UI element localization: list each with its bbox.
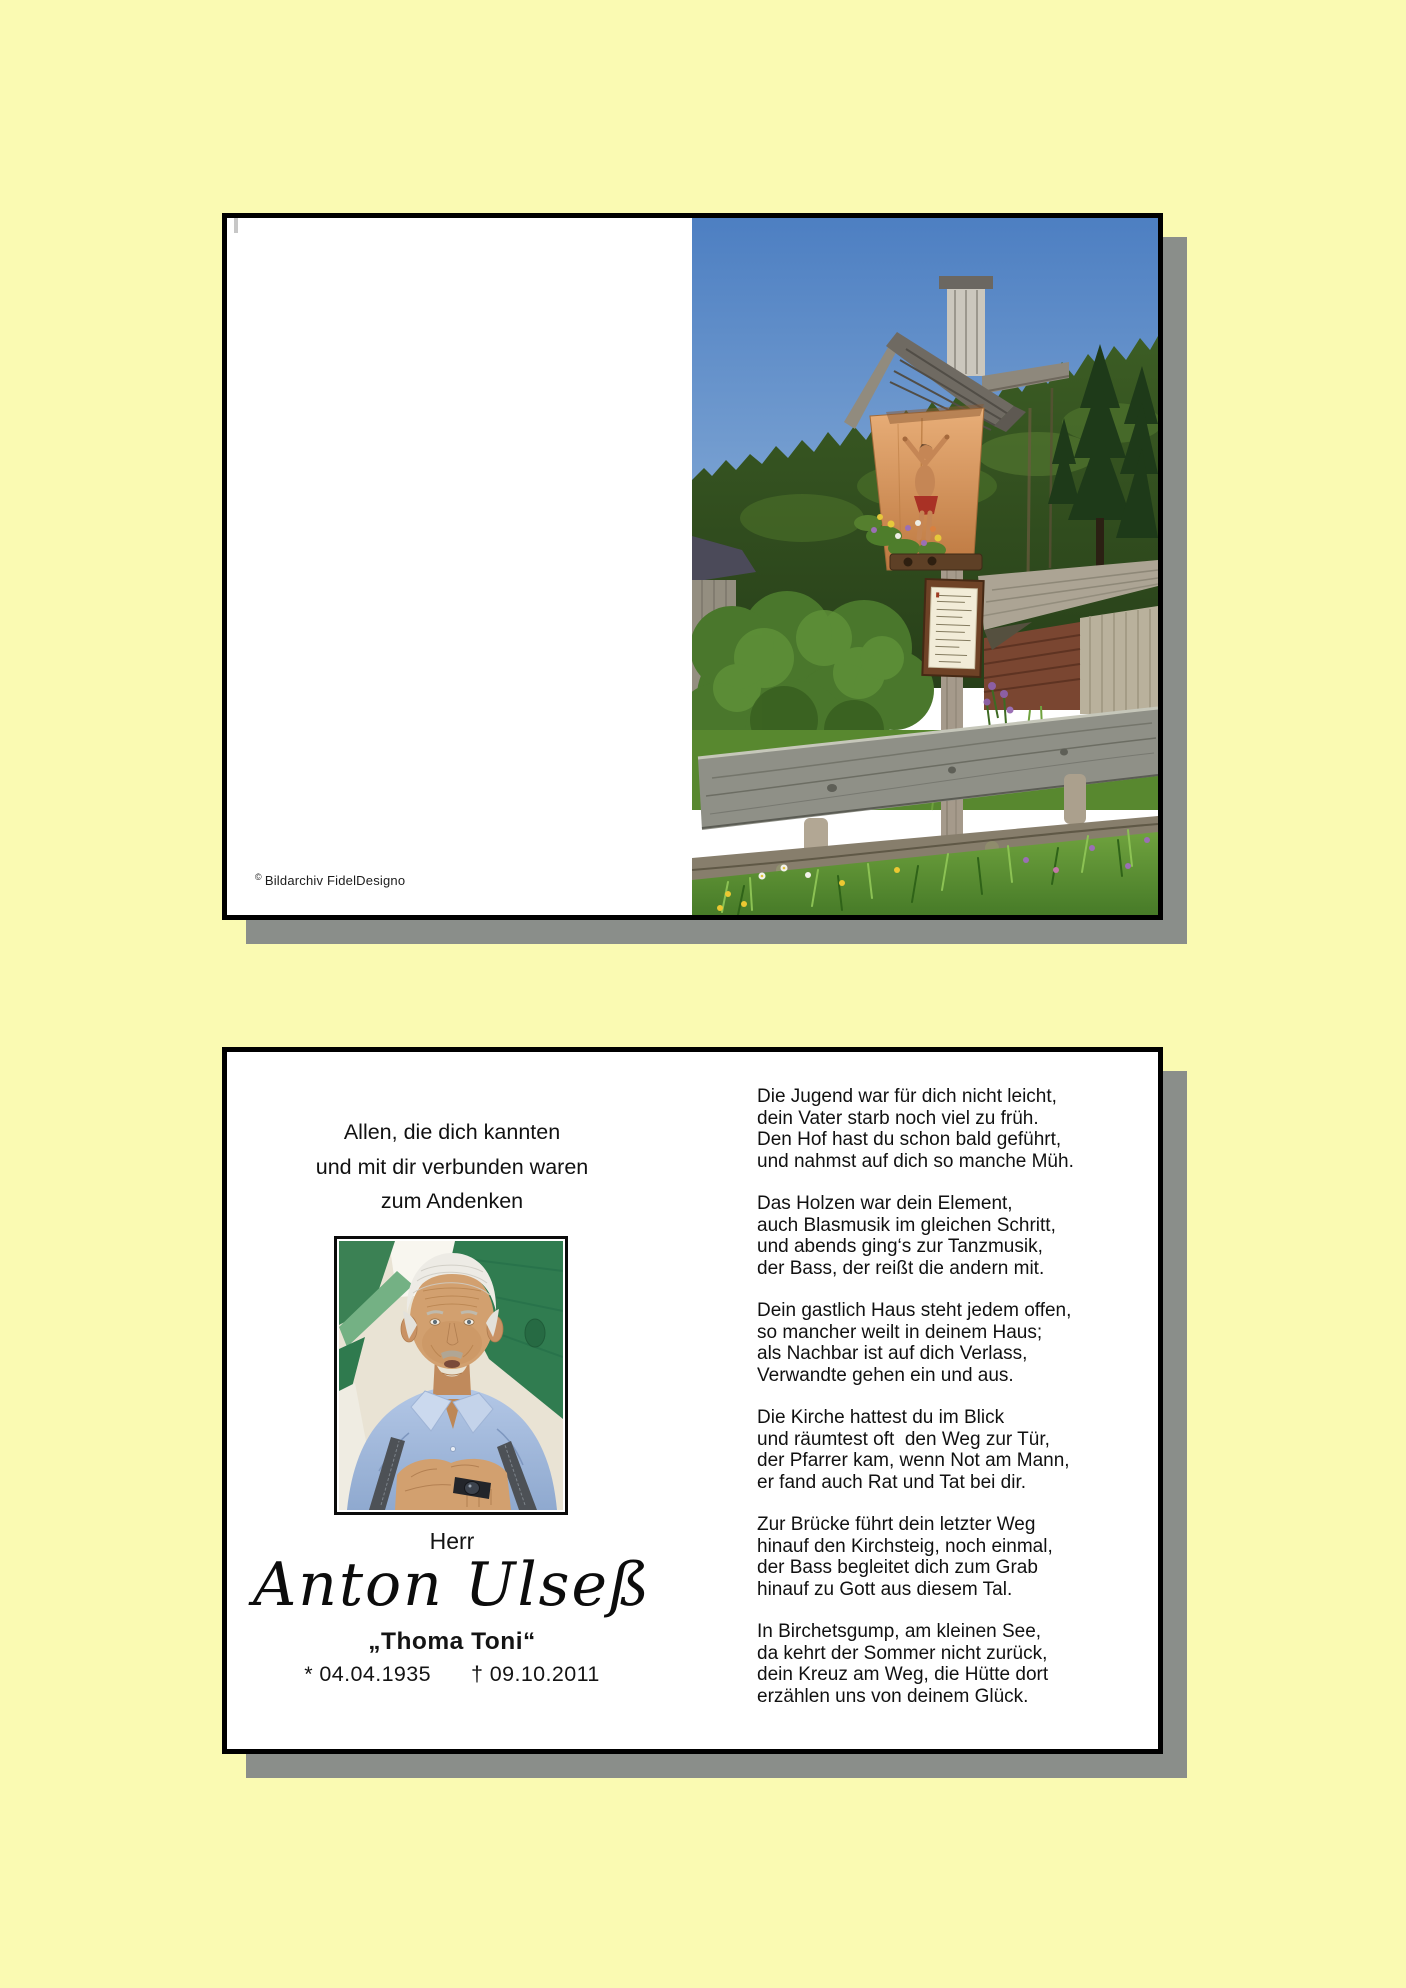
poem-line: hinauf zu Gott aus diesem Tal. xyxy=(757,1578,1013,1600)
poem-line: der Bass begleitet dich zum Grab xyxy=(757,1557,1038,1578)
poem-line: und räumtest oft den Weg zur Tür, xyxy=(757,1428,1050,1450)
poem-line: und abends ging‘s zur Tanzmusik, xyxy=(757,1236,1043,1257)
poem-line: Den Hof hast du schon bald geführt, xyxy=(757,1129,1062,1150)
poem-line: erzählen uns von deinem Glück. xyxy=(757,1685,1029,1707)
poem-line: und nahmst auf dich so manche Müh. xyxy=(757,1150,1074,1172)
salutation: Herr xyxy=(429,1528,475,1554)
top-card xyxy=(222,213,1163,920)
portrait-photo xyxy=(339,1241,563,1510)
birth-date: * 04.04.1935 xyxy=(304,1662,431,1686)
poem-line: der Pfarrer kam, wenn Not am Mann, xyxy=(757,1450,1070,1471)
memorial-left-page xyxy=(227,1052,677,1749)
deceased-name: Anton Ulseß xyxy=(252,1550,652,1620)
dedication-line: Allen, die dich kannten xyxy=(343,1120,561,1144)
poem-stanza xyxy=(757,1193,1137,1279)
memorial-poem xyxy=(757,1086,1137,1728)
portrait-frame xyxy=(334,1236,568,1515)
life-dates xyxy=(227,1662,677,1687)
poem-line: dein Vater starb noch viel zu früh. xyxy=(757,1107,1039,1129)
poem-stanza xyxy=(757,1407,1137,1493)
poem-line: Verwandte gehen ein und aus. xyxy=(757,1364,1014,1386)
copyright-text: Bildarchiv FidelDesigno xyxy=(264,873,406,888)
poem-stanza xyxy=(757,1514,1137,1600)
copyright-icon: © xyxy=(255,872,262,882)
poem-line: Zur Brücke führt dein letzter Weg xyxy=(757,1514,1036,1535)
poem-line: so mancher weilt in deinem Haus; xyxy=(757,1321,1043,1343)
alpine-wayside-cross-photo xyxy=(692,218,1158,915)
poem-line: Die Jugend war für dich nicht leicht, xyxy=(757,1086,1057,1107)
cover-photo-area xyxy=(692,218,1158,915)
poem-line: als Nachbar ist auf dich Verlass, xyxy=(757,1343,1028,1364)
poem-line: er fand auch Rat und Tat bei dir. xyxy=(757,1471,1026,1493)
dedication-line: und mit dir verbunden waren xyxy=(315,1154,589,1179)
poem-line: Dein gastlich Haus steht jedem offen, xyxy=(757,1300,1072,1321)
poem-line: Die Kirche hattest du im Blick xyxy=(757,1407,1005,1428)
fold-mark xyxy=(234,218,238,233)
poem-line: dein Kreuz am Weg, die Hütte dort xyxy=(757,1664,1049,1685)
poem-stanza xyxy=(757,1300,1137,1386)
poem-line: In Birchetsgump, am kleinen See, xyxy=(757,1621,1042,1642)
dedication-line: zum Andenken xyxy=(380,1189,524,1213)
poem-line: auch Blasmusik im gleichen Schritt, xyxy=(757,1214,1056,1236)
poem-line: hinauf den Kirchsteig, noch einmal, xyxy=(757,1535,1053,1557)
poem-stanza xyxy=(757,1621,1137,1707)
bottom-card xyxy=(222,1047,1163,1754)
memorial-dedication xyxy=(227,1115,677,1219)
poem-stanza xyxy=(757,1086,1137,1172)
poem-line: da kehrt der Sommer nicht zurück, xyxy=(757,1642,1048,1664)
death-date: † 09.10.2011 xyxy=(471,1662,600,1686)
poem-line: Das Holzen war dein Element, xyxy=(757,1193,1013,1214)
photo-copyright xyxy=(255,872,405,888)
poem-line: der Bass, der reißt die andern mit. xyxy=(757,1257,1045,1279)
nickname: „Thoma Toni“ xyxy=(368,1628,536,1655)
